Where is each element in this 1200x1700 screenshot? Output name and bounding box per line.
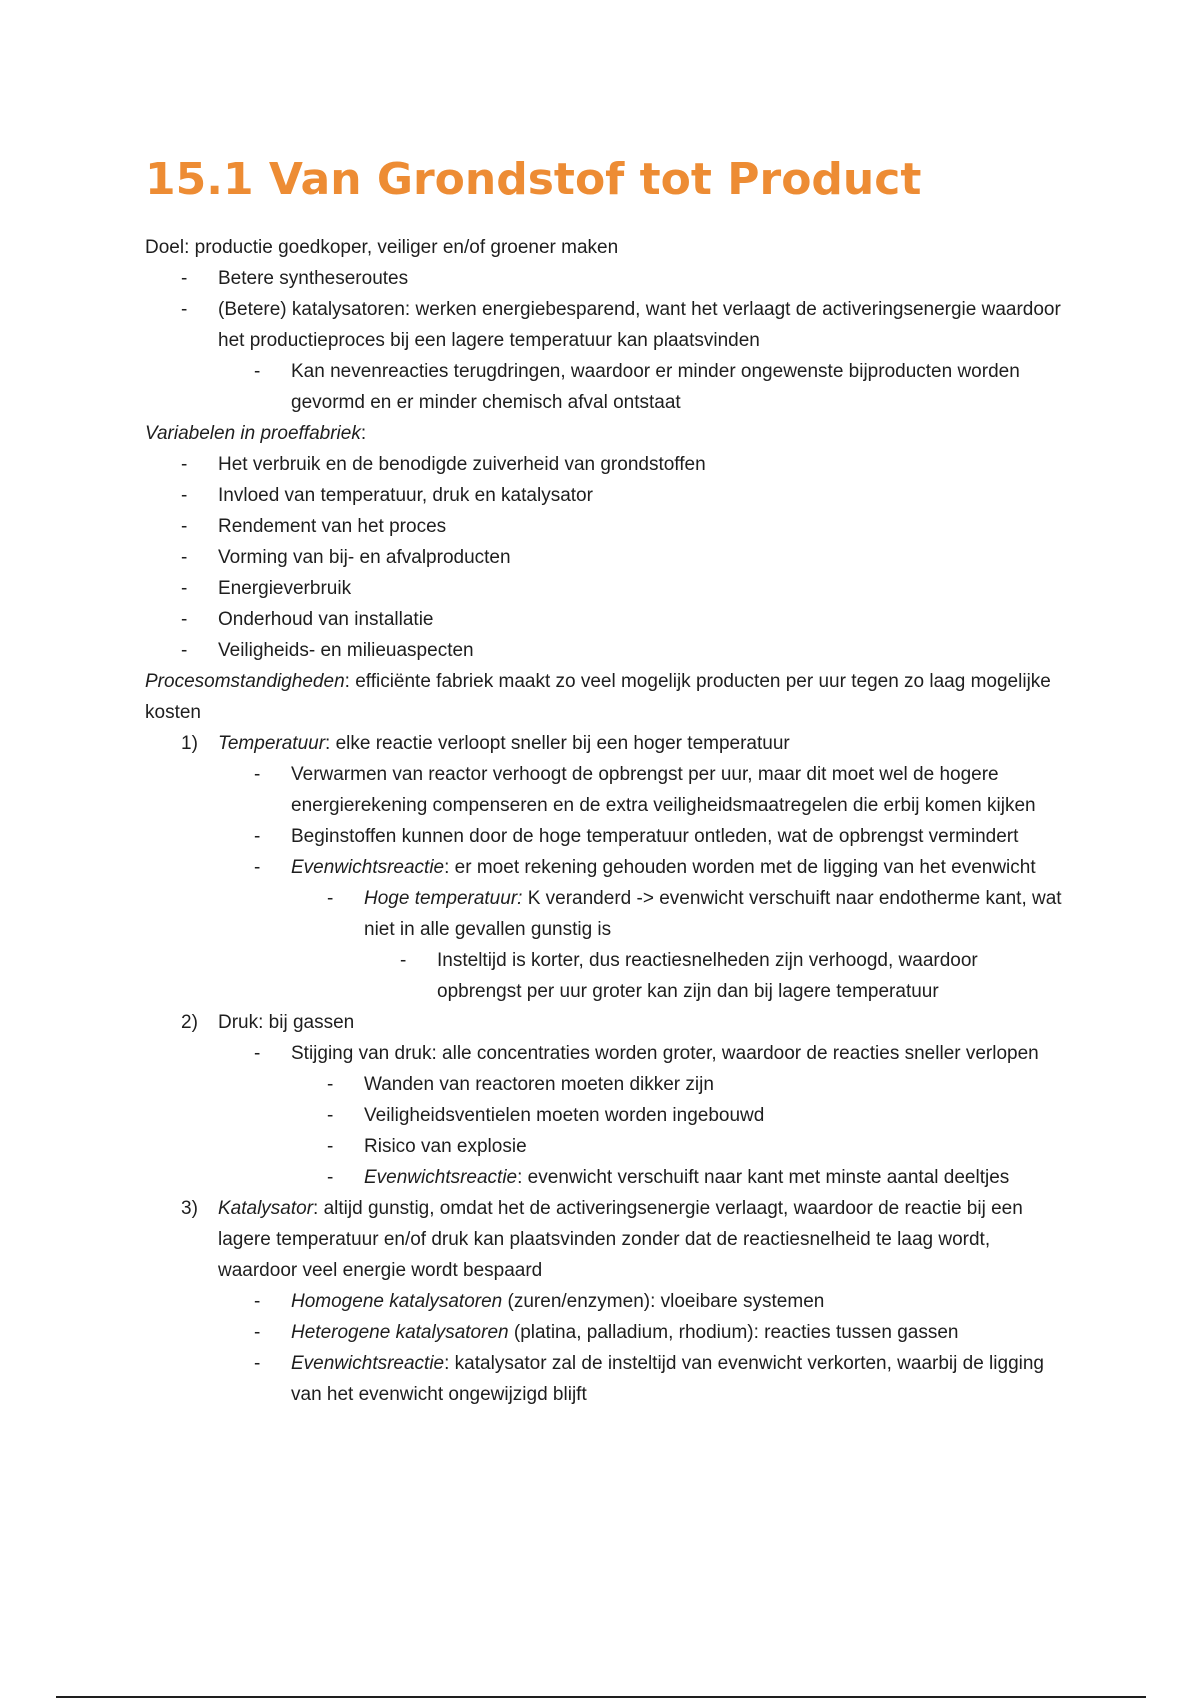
bullet-dash: - (181, 578, 188, 599)
bullet-dash: - (327, 1105, 334, 1126)
list-item: - Beginstoffen kunnen door de hoge temperatuur ontleden, wat de opbrengst vermindert (145, 821, 1065, 852)
list-item: - Evenwichtsreactie: katalysator zal de insteltijd van evenwicht verkorten, waarbij de ligging van het evenwicht ongewijzigd blijft (145, 1348, 1065, 1410)
list-item: - Wanden van reactoren moeten dikker zijn (145, 1069, 1065, 1100)
list-item: - Kan nevenreacties terugdringen, waardoor er minder ongewenste bijproducten worden gevormd en er minder chemisch afval ontstaat (145, 356, 1065, 418)
bullet-dash: - (327, 1074, 334, 1095)
variabelen-heading: Variabelen in proeffabriek: (145, 423, 367, 444)
bullet-dash: - (327, 1136, 334, 1157)
bullet-dash: - (181, 516, 188, 537)
list-item: - Veiligheidsventielen moeten worden ingebouwd (145, 1100, 1065, 1131)
list-item: - Het verbruik en de benodigde zuiverheid van grondstoffen (145, 449, 1065, 480)
bullet-dash: - (327, 888, 334, 909)
bullet-dash: - (181, 299, 188, 320)
bullet-dash: - (181, 547, 188, 568)
list-item: - (Betere) katalysatoren: werken energiebesparend, want het verlaagt de activeringsenergie waardoor het productieproces bij een lagere temperatuur kan plaatsvinden (145, 294, 1065, 356)
numbered-item-druk: 2) Druk: bij gassen (181, 1012, 355, 1033)
bullet-dash: - (254, 826, 261, 847)
list-item: - Evenwichtsreactie: evenwicht verschuift naar kant met minste aantal deeltjes (145, 1162, 1065, 1193)
page-title: 15.1 Van Grondstof tot Product (145, 154, 922, 205)
bullet-dash: - (181, 454, 188, 475)
bullet-dash: - (181, 485, 188, 506)
bullet-dash: - (181, 268, 188, 289)
list-item: - Insteltijd is korter, dus reactiesnelheden zijn verhoogd, waardoor opbrengst per uur groter kan zijn dan bij lagere temperatuur (145, 945, 1065, 1007)
list-item: - Hoge temperatuur: K veranderd -> evenwicht verschuift naar endotherme kant, wat niet in alle gevallen gunstig is (145, 883, 1065, 945)
list-item: - Energieverbruik (145, 573, 1065, 604)
bullet-dash: - (400, 950, 407, 971)
document-page (145, 150, 1065, 1410)
procesomstandigheden-line: Procesomstandigheden: efficiënte fabriek maakt zo veel mogelijk producten per uur tegen zo laag mogelijke kosten (145, 671, 1051, 723)
doel-line: Doel: productie goedkoper, veiliger en/of groener maken (145, 237, 619, 258)
footer-rule (56, 1696, 1146, 1698)
list-item: - Betere syntheseroutes (145, 263, 1065, 294)
list-item: - Rendement van het proces (145, 511, 1065, 542)
list-item: - Onderhoud van installatie (145, 604, 1065, 635)
list-item: - Veiligheids- en milieuaspecten (145, 635, 1065, 666)
list-item: - Stijging van druk: alle concentraties worden groter, waardoor de reacties sneller verlopen (145, 1038, 1065, 1069)
list-item: - Invloed van temperatuur, druk en katalysator (145, 480, 1065, 511)
bullet-dash: - (254, 857, 261, 878)
list-item: - Verwarmen van reactor verhoogt de opbrengst per uur, maar dit moet wel de hogere energierekening compenseren en de extra veiligheidsmaatregelen die erbij komen kijken (145, 759, 1065, 821)
numbered-item-katalysator: 3) Katalysator: altijd gunstig, omdat het de activeringsenergie verlaagt, waardoor de reactie bij een lagere temperatuur en/of druk kan plaatsvinden zonder dat de reactiesnelheid te laag wordt, waardoor veel energie wordt bespaard (181, 1198, 1023, 1281)
bullet-dash: - (327, 1167, 334, 1188)
list-item: - Homogene katalysatoren (zuren/enzymen): vloeibare systemen (145, 1286, 1065, 1317)
list-item: - Heterogene katalysatoren (platina, palladium, rhodium): reacties tussen gassen (145, 1317, 1065, 1348)
list-item: - Vorming van bij- en afvalproducten (145, 542, 1065, 573)
bullet-dash: - (254, 1353, 261, 1374)
bullet-dash: - (254, 1322, 261, 1343)
bullet-dash: - (254, 1043, 261, 1064)
bullet-dash: - (181, 640, 188, 661)
bullet-dash: - (254, 361, 261, 382)
list-item: - Evenwichtsreactie: er moet rekening gehouden worden met de ligging van het evenwicht (145, 852, 1065, 883)
bullet-dash: - (181, 609, 188, 630)
numbered-item-temperatuur: 1) Temperatuur: elke reactie verloopt sneller bij een hoger temperatuur (181, 733, 790, 754)
bullet-dash: - (254, 764, 261, 785)
list-item: - Risico van explosie (145, 1131, 1065, 1162)
bullet-dash: - (254, 1291, 261, 1312)
